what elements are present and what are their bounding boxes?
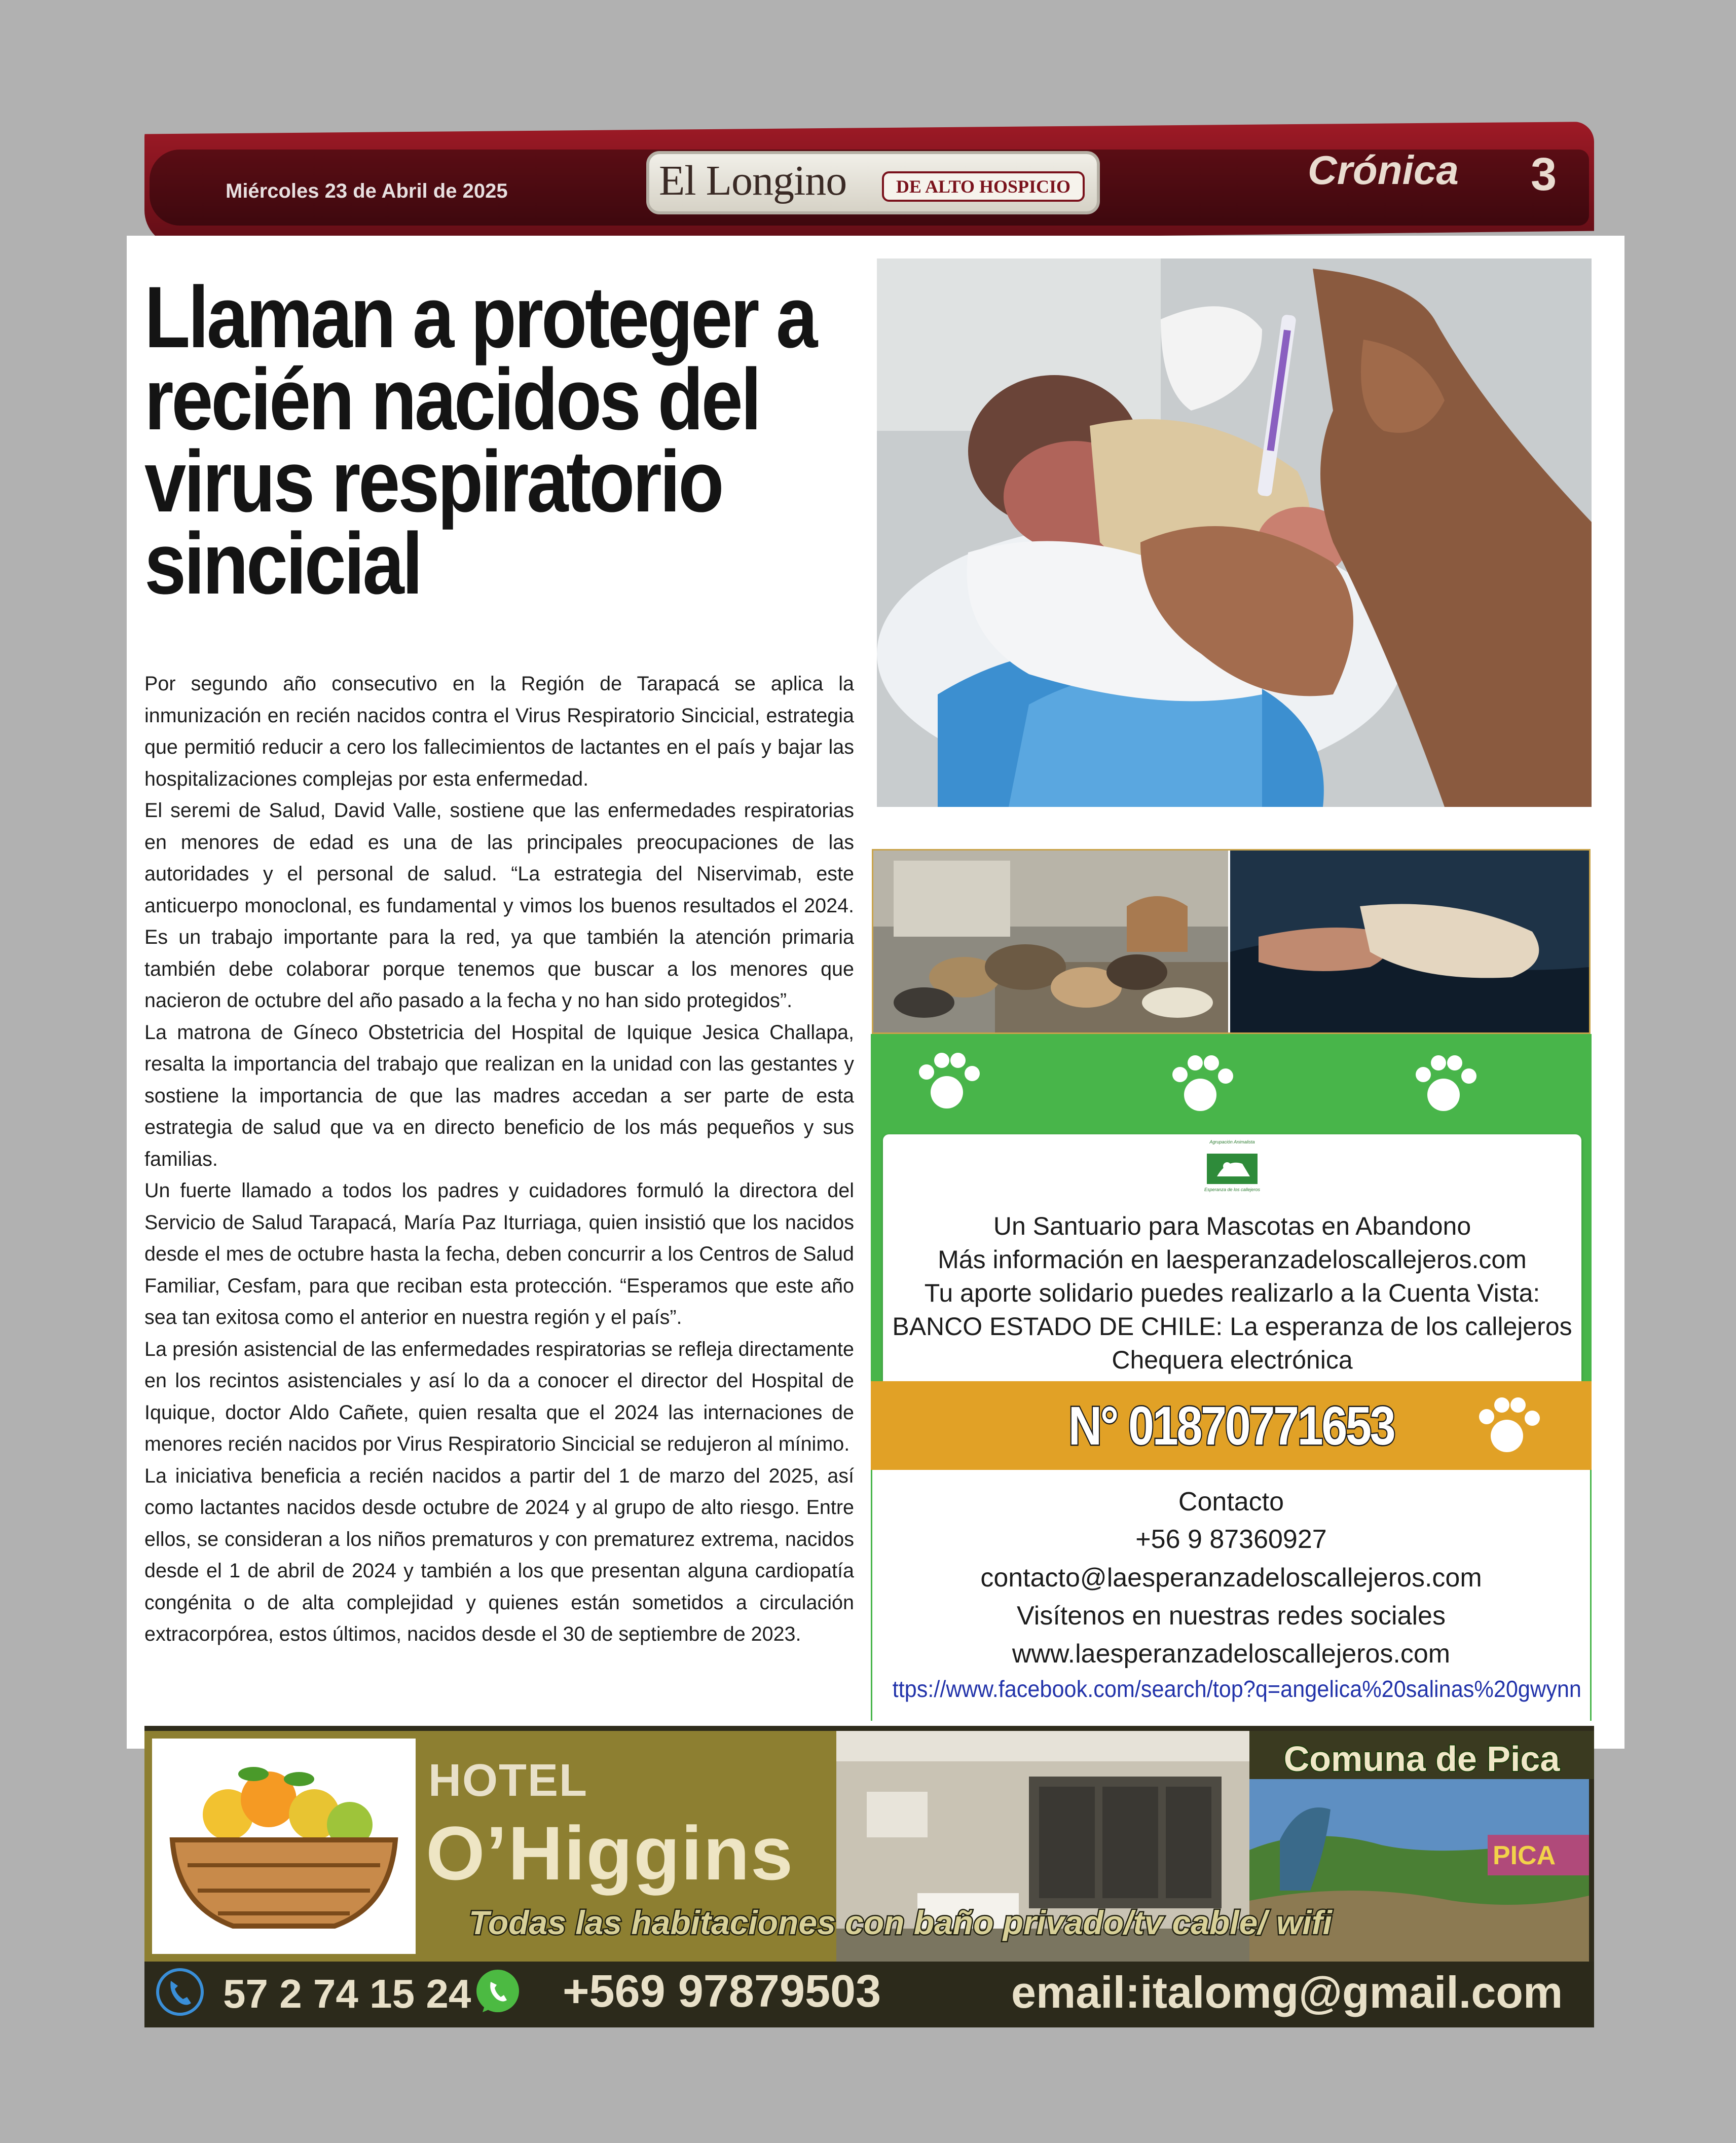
shelter-line: Tu aporte solidario puedes realizarlo a la Cuenta Vista:	[924, 1279, 1540, 1307]
article-paragraph: La iniciativa beneficia a recién nacidos a partir del 1 de marzo del 2025, así como lactantes nacidos desde octubre de 2024 y al grupo de alto riesgo. Entre ellos, se consideran a los niños prematuros y con prematurez extrema, nacidos desde el 1 de abril de 2024 y también a los que presentan alguna cardiopatía congénita o de alta complejidad y quienes están sometidos a circulación extracorpórea, estos últimos, nacidos desde el 30 de septiembre de 2023.	[144, 1464, 854, 1645]
paw-icon	[1172, 1055, 1233, 1111]
paw-icons	[871, 1034, 1592, 1135]
headline-line: sincicial	[144, 515, 421, 612]
contact-website[interactable]: www.laesperanzadeloscallejeros.com	[1012, 1639, 1451, 1669]
hotel-tagline: Todas las habitaciones con baño privado/tv cable/ wifi	[469, 1904, 1332, 1941]
shelter-line: BANCO ESTADO DE CHILE: La esperanza de los callejeros	[892, 1312, 1572, 1341]
shelter-logo-icon	[1207, 1154, 1258, 1184]
article-photo	[877, 258, 1592, 807]
shelter-illustration	[873, 851, 1589, 1032]
article-paragraph: La presión asistencial de las enfermedades respiratorias se refleja directamente en los recintos asistenciales y así lo da a conocer el director del Hospital de Iquique, doctor Aldo Cañete, quien resalta que el 2024 las internaciones de menores recién nacidos por Virus Respiratorio Sincicial se redujeron al mínimo.	[144, 1338, 854, 1455]
article-headline	[144, 269, 868, 612]
hotel-mobile[interactable]: +569 97879503	[563, 1966, 881, 2017]
headline-line: virus respiratorio	[144, 433, 722, 530]
contact-phone[interactable]: +56 9 87360927	[1135, 1525, 1327, 1554]
contact-title: Contacto	[1178, 1487, 1284, 1517]
shelter-logo-top: Agrupación Animalista	[1209, 1139, 1255, 1144]
headline-line: recién nacidos del	[144, 351, 760, 448]
shelter-line: Más información en laesperanzadeloscallejeros.com	[938, 1245, 1527, 1274]
article-paragraph: El seremi de Salud, David Valle, sostiene que las enfermedades respiratorias en menores de edad es una de las principales preocupaciones de las autoridades y el personal de salud. “La estrategia del Niservimab, este anticuerpo monoclonal, es fundamental y vimos los buenos resultados el 2024. Es un trabajo importante para la red, ya que también la atención primaria también debe colaborar porque tenemos que buscar a los menores que nacieron de octubre del año pasado a la fecha y no han sido protegidos”.	[144, 799, 854, 1012]
hotel-name: O’Higgins	[426, 1811, 794, 1896]
phone-icon	[155, 1967, 205, 2017]
section-name: Crónica	[1308, 147, 1459, 193]
article-paragraph: Un fuerte llamado a todos los padres y cuidadores formuló la directora del Servicio de Salud Tarapacá, María Paz Iturriaga, quien insistió que los nacidos desde el mes de octubre hasta la fecha, deben concurrir a los Centros de Salud Familiar, Cesfam, para que reciban esta protección. “Esperamos que este año sea tan exitosa como el anterior en nuestra región y el país”.	[144, 1179, 854, 1328]
shelter-line: Un Santuario para Mascotas en Abandono	[993, 1212, 1471, 1240]
paw-icon	[919, 1053, 980, 1109]
contact-social: Visítenos en nuestras redes sociales	[1017, 1601, 1446, 1631]
article-body	[144, 668, 854, 1650]
fruit-basket-panel	[152, 1739, 416, 1954]
pica-title: Comuna de Pica	[1283, 1739, 1560, 1779]
article-paragraph: La matrona de Gíneco Obstetricia del Hospital de Iquique Jesica Challapa, resalta la importancia del trabajo que realizan en la unidad con las gestantes y sostiene la importancia de que las madres accedan a ser parte de esta estrategia de salud que va en directo beneficio de los más pequeños y sus familias.	[144, 1021, 854, 1170]
masthead-subtitle: DE ALTO HOSPICIO	[882, 171, 1085, 202]
issue-date: Miércoles 23 de Abril de 2025	[226, 180, 508, 202]
headline-line: Llaman a proteger a	[144, 269, 816, 366]
whatsapp-icon	[471, 1967, 525, 2017]
facebook-link[interactable]: ttps://www.facebook.com/search/top?q=angelica%20salinas%20gwynn	[892, 1676, 1581, 1702]
photo-illustration	[877, 258, 1592, 807]
hotel-landline[interactable]: 57 2 74 15 24	[223, 1971, 471, 2016]
shelter-line: Chequera electrónica	[1112, 1346, 1353, 1374]
fruit-basket-icon	[152, 1739, 416, 1954]
account-number: N° 01870771653	[1068, 1395, 1394, 1456]
masthead-title: El Longino	[659, 157, 847, 204]
paw-icon	[1416, 1055, 1476, 1111]
pica-sign: PICA	[1493, 1841, 1556, 1870]
contact-email[interactable]: contacto@laesperanzadeloscallejeros.com	[980, 1563, 1482, 1593]
article-paragraph: Por segundo año consecutivo en la Región de Tarapacá se aplica la inmunización en recién nacidos contra el Virus Respiratorio Sincicial, estrategia que permitió reducir a cero los fallecimientos de lactantes en el país y bajar las hospitalizaciones complejas por esta enfermedad.	[144, 673, 854, 790]
hotel-email[interactable]: email:italomg@gmail.com	[1011, 1967, 1563, 2017]
shelter-info-card	[883, 1134, 1581, 1392]
shelter-photos	[872, 849, 1591, 1034]
page-number: 3	[1531, 149, 1557, 200]
hotel-label: HOTEL	[428, 1755, 588, 1806]
shelter-logo-bottom: Esperanza de los callejeros	[1204, 1187, 1261, 1192]
